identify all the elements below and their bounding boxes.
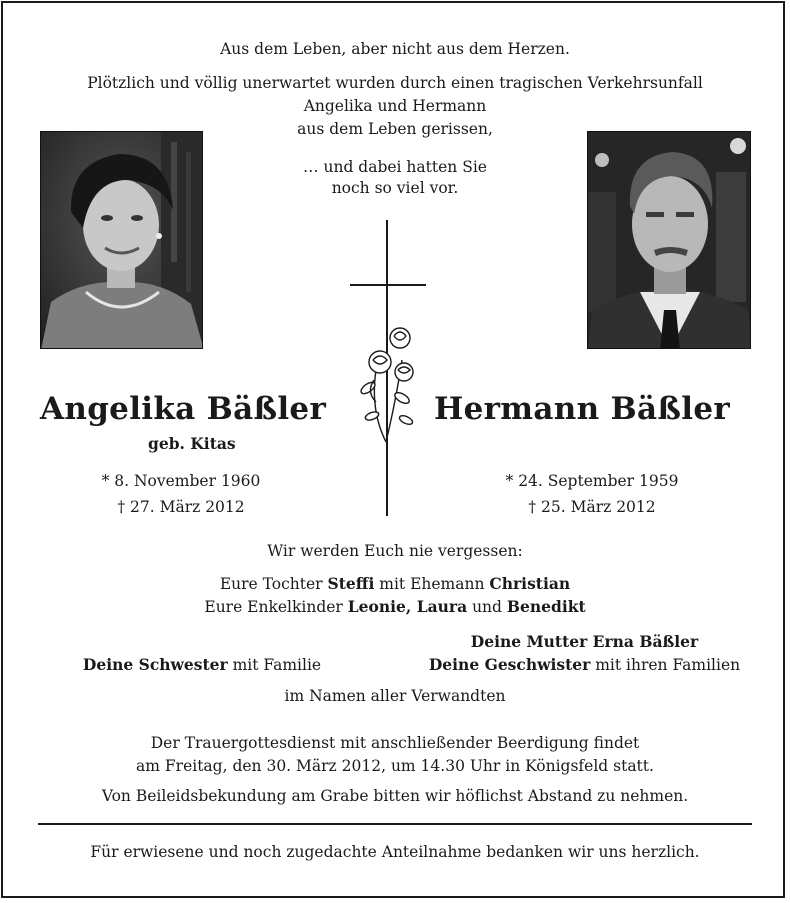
daughter-prefix: Eure Tochter <box>219 575 323 593</box>
sister-line <box>40 655 364 675</box>
birth-date-hermann: * 24. September 1959 <box>505 472 679 490</box>
sister-rest: mit Familie <box>232 656 322 674</box>
siblings-line <box>412 655 757 675</box>
daughter-name: Steffi <box>327 574 375 593</box>
grandchildren-prefix: Eure Enkelkinder <box>204 598 343 616</box>
intro-line-2: Plötzlich und völlig unerwartet wurden durch einen tragischen Verkehrsunfall <box>87 74 703 92</box>
mourners-grandchildren-line <box>0 597 790 617</box>
mother-line: Deine Mutter Erna Bäßler <box>470 632 699 651</box>
grandchildren-names: Leonie, Laura <box>347 597 468 616</box>
intro-line-4: aus dem Leben gerissen, <box>297 120 493 138</box>
siblings-rest: mit ihren Familien <box>595 656 741 674</box>
portrait-man-image <box>588 132 751 349</box>
service-line-2: am Freitag, den 30. März 2012, um 14.30 Uhr in Königsfeld statt. <box>136 757 654 775</box>
mourners-daughter-line <box>0 574 790 594</box>
daughter-mid: mit Ehemann <box>379 575 485 593</box>
thanks-line: Für erwiesene und noch zugedachte Anteilnahme bedanken wir uns herzlich. <box>90 843 700 861</box>
death-date-hermann: † 25. März 2012 <box>528 498 656 516</box>
intro-line-5: … und dabei hatten Sie <box>303 158 487 176</box>
son-in-law-name: Christian <box>489 574 571 593</box>
service-line-3: Von Beileidsbekundung am Grabe bitten wir höflichst Abstand zu nehmen. <box>101 787 689 805</box>
portrait-photo-hermann <box>587 131 751 349</box>
death-date-angelika: † 27. März 2012 <box>117 498 245 516</box>
intro-line-3: Angelika und Hermann <box>303 97 487 115</box>
portrait-photo-angelika <box>40 131 203 349</box>
maiden-name: geb. Kitas <box>148 434 236 453</box>
portrait-woman-image <box>41 132 203 349</box>
birth-date-angelika: * 8. November 1960 <box>101 472 261 490</box>
cross-with-roses-icon <box>346 220 428 518</box>
name-angelika: Angelika Bäßler <box>40 391 327 427</box>
intro-line-6: noch so viel vor. <box>331 179 459 197</box>
mourners-heading: Wir werden Euch nie vergessen: <box>267 542 523 560</box>
name-hermann: Hermann Bäßler <box>434 391 730 427</box>
siblings-label: Deine Geschwister <box>428 655 591 674</box>
divider-rule <box>38 823 752 825</box>
intro-line-1: Aus dem Leben, aber nicht aus dem Herzen. <box>220 40 570 58</box>
service-line-1: Der Trauergottesdienst mit anschließender Beerdigung findet <box>150 734 640 752</box>
relatives-line: im Namen aller Verwandten <box>284 687 506 705</box>
sister-label: Deine Schwester <box>82 655 228 674</box>
grandchild-last-name: Benedikt <box>506 597 586 616</box>
grandchildren-and: und <box>472 598 502 616</box>
